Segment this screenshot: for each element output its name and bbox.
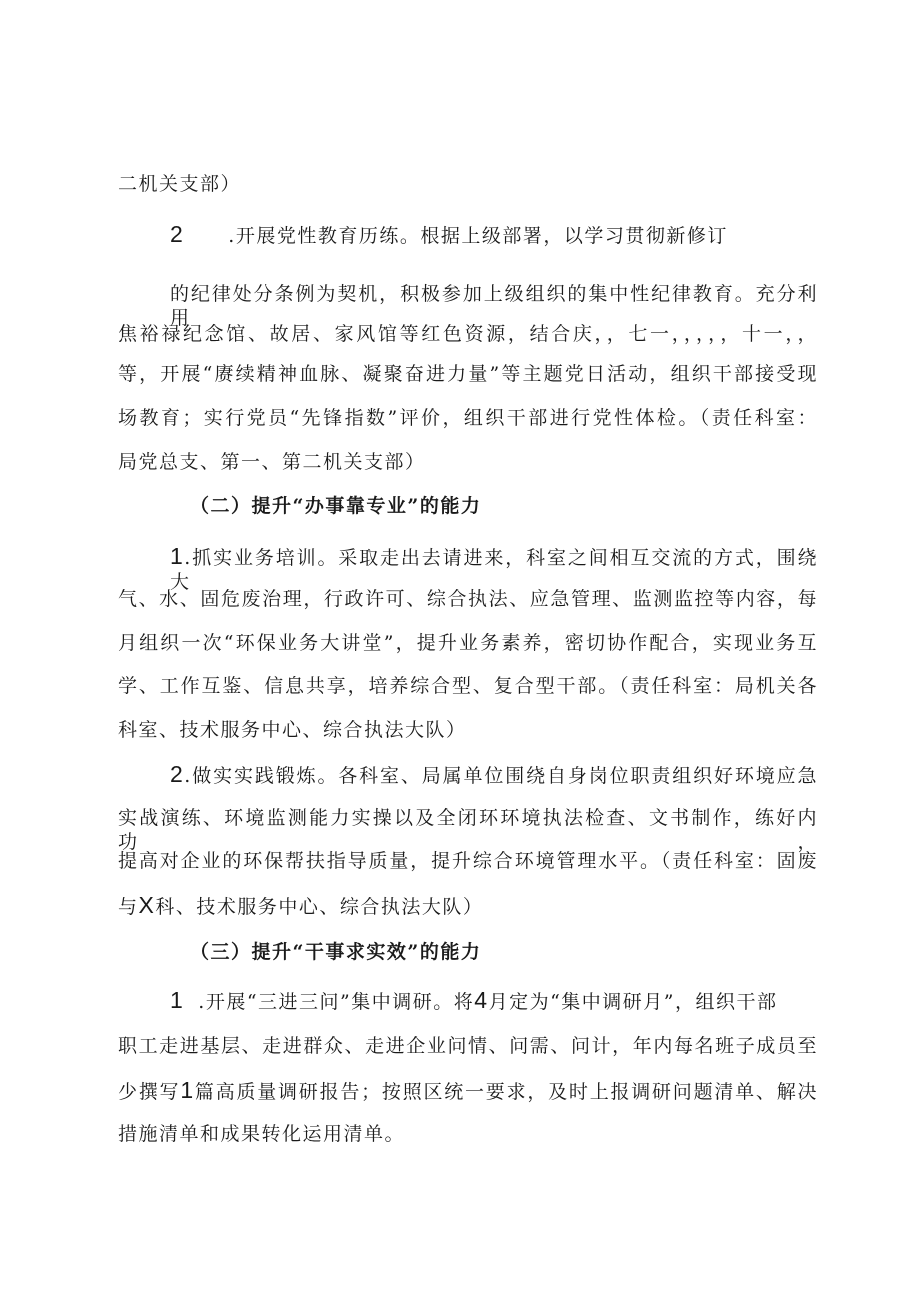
paragraph-line	[118, 362, 818, 386]
paragraph-line	[170, 762, 818, 788]
text: X	[138, 892, 156, 918]
paragraph-line	[170, 988, 818, 1014]
paragraph-line	[118, 1078, 818, 1104]
paragraph-line	[118, 322, 818, 346]
text: 实战演练、环境监测能力实操以及全闭环环境执法检查、文书制作，练好内功，	[118, 807, 818, 853]
text: 二机关支部）	[118, 173, 242, 195]
text: 科、技术服务中心、综合执法大队）	[155, 896, 484, 918]
paragraph-line	[118, 172, 818, 196]
text: 少撰写	[118, 1081, 181, 1103]
text: 与	[118, 896, 139, 918]
item-number: 2	[170, 221, 185, 247]
text: 职工走进基层、走进群众、走进企业问情、问需、问计，年内每名班子成员至	[118, 1035, 818, 1057]
section-heading: （三）提升“干事求实效”的能力	[190, 941, 482, 963]
text: .做实实践锻炼。各科室、局属单位围绕自身岗位职责组织好环境应急	[184, 765, 818, 787]
paragraph-line	[118, 587, 818, 611]
text: 学、工作互鉴、信息共享，培养综合型、复合型干部。（责任科室：局机关各	[118, 675, 818, 697]
paragraph-line	[118, 1034, 818, 1058]
paragraph-line	[118, 674, 818, 698]
text: 提高对企业的环保帮扶指导质量，提升综合环境管理水平。（责任科室：固废	[118, 850, 818, 872]
paragraph-line	[118, 893, 818, 919]
text: 1	[180, 1077, 195, 1103]
text: .开展党性教育历练。根据上级部署，以学习贯彻新修订	[228, 225, 728, 247]
paragraph-line	[118, 1122, 818, 1146]
text: 气、水、固危废治理，行政许可、综合执法、应急管理、监测监控等内容，每	[118, 588, 818, 610]
paragraph-line	[118, 450, 818, 474]
text: 科室、技术服务中心、综合执法大队）	[118, 719, 467, 741]
text: 措施清单和成果转化运用清单。	[118, 1123, 406, 1145]
text: .开展“三进三问”集中调研。将	[198, 991, 475, 1013]
text: .抓实业务培训。采取走出去请进来，科室之间相互交流的方式，围绕大	[170, 547, 818, 593]
text: 局党总支、第一、第二机关支部）	[118, 451, 426, 473]
item-number: 1	[170, 987, 185, 1013]
paragraph-line	[118, 849, 818, 873]
text: 月定为“集中调研月”，组织干部	[488, 991, 778, 1013]
paragraph-line	[118, 631, 818, 655]
text: 焦裕禄纪念馆、故居、家风馆等红色资源，结合庆，，七一，，，，，十一，，	[118, 323, 818, 345]
section-heading: （二）提升“办事靠专业”的能力	[190, 495, 482, 517]
item-number: 2	[170, 761, 185, 787]
item-number: 1	[170, 543, 185, 569]
text: 场教育；实行党员“先锋指数”评价，组织干部进行党性体检。（责任科室：	[118, 407, 818, 429]
text: 等，开展“赓续精神血脉、凝聚奋进力量”等主题党日活动，组织干部接受现	[118, 363, 818, 385]
text: 月组织一次“环保业务大讲堂”，提升业务素养，密切协作配合，实现业务互	[118, 632, 818, 654]
text: 的纪律处分条例为契机，积极参加上级组织的集中性纪律教育。充分利用	[170, 283, 818, 329]
paragraph-line	[118, 806, 818, 854]
paragraph-line	[118, 406, 818, 430]
text: 4	[474, 987, 489, 1013]
text: 篇高质量调研报告；按照区统一要求，及时上报调研问题清单、解决	[194, 1081, 818, 1103]
paragraph-line	[170, 222, 870, 248]
paragraph-line	[118, 718, 818, 742]
